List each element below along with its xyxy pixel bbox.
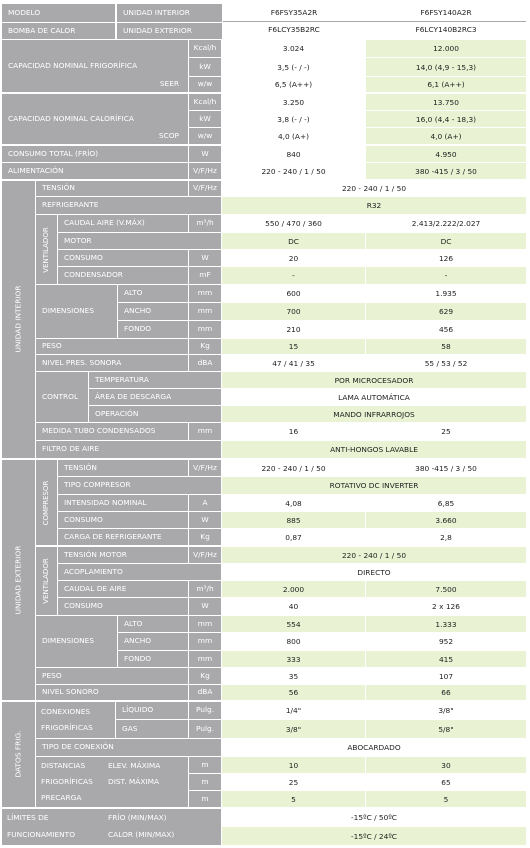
int-fondo-b: 456 [366,321,526,338]
ext-tension-a: 220 - 240 / 1 / 50 [222,460,365,476]
calor-value: -15ºC / 24ºC [222,827,526,845]
int-nivel-unit: dBA [189,355,221,371]
header-bomba: BOMBA DE CALOR [2,23,115,39]
ext-intensidad-a: 4,08 [222,495,365,511]
ext-alto-label: ALTO [118,616,188,632]
cap-frig-kw-a: 3,5 (- / -) [222,58,365,76]
int-peso-a: 15 [222,339,365,354]
int-condensador-label: CONDENSADOR [58,267,188,284]
int-refrigerante-label: REFRIGERANTE [36,197,221,214]
int-tubo-a: 16 [222,423,365,440]
cap-frig-kcal-a: 3.024 [222,40,365,57]
precarga-b: 5 [366,791,526,807]
ext-ancho-b: 952 [366,633,526,650]
alimentacion-b: 380 -415 / 3 / 50 [366,163,526,179]
int-peso-unit: Kg [189,339,221,354]
ext-caudal-unit: m³/h [189,581,221,597]
ext-fondo-unit: mm [189,651,221,667]
ext-consumo-unit: W [189,512,221,528]
int-refrigerante-value: R32 [222,197,526,214]
int-consumo-a: 20 [222,250,365,266]
cap-cal-kcal-a: 3.250 [222,94,365,110]
int-temperatura-label: TEMPERATURA [89,372,221,388]
int-tubo-unit: mm [189,423,221,440]
seer-a: 6,5 (A++) [222,77,365,92]
int-nivel-b: 55 / 53 / 52 [366,355,526,371]
consumo-total-b: 4.950 [366,146,526,162]
int-condensador-b: - [366,267,526,284]
int-ancho-b: 629 [366,303,526,320]
ext-tension-b: 380 -415 / 3 / 50 [366,460,526,476]
int-nivel-a: 47 / 41 / 35 [222,355,365,371]
model-interior-a: F6FSY35A2R [223,4,365,22]
ext-consumo-b: 3.660 [366,512,526,528]
cap-cal-kcal-b: 13.750 [366,94,526,110]
int-dimensiones-label: DIMENSIONES [36,285,117,338]
ext-acoplamiento-value: DIRECTO [222,564,526,580]
int-motor-label: MOTOR [58,233,221,249]
distancias-label: DISTANCIAS [41,760,86,770]
cap-cal-kw-unit: kW [189,111,221,127]
int-tension-value: 220 - 240 / 1 / 50 [222,181,526,196]
tipo-conexion-value: ABOCARDADO [222,739,526,756]
cap-cal-label: CAPACIDAD NOMINAL CALORÍFICA [2,94,188,144]
ext-tipo-compresor-value: ROTATIVO DC INVERTER [222,477,526,494]
ext-vent-consumo-unit: W [189,598,221,615]
ext-intensidad-label: INTENSIDAD NOMINAL [58,495,188,511]
int-caudal-label: CAUDAL AIRE (V.MÁX) [58,215,188,232]
dist-unit: m [189,774,221,790]
header-unidad-interior: UNIDAD INTERIOR [117,4,222,22]
precarga-label: PRECARGA [41,792,82,802]
frio-value: -15ºC / 50ºC [222,809,526,826]
limites-label-1: LÍMITES DE [7,812,49,822]
ext-caudal-a: 2.000 [222,581,365,597]
int-control-label: CONTROL [36,372,88,422]
ext-dimensiones-label: DIMENSIONES [36,616,117,667]
int-condensador-a: - [222,267,365,284]
int-consumo-label: CONSUMO [58,250,188,266]
ext-nivel-unit: dBA [189,685,221,700]
ext-caudal-b: 7.500 [366,581,526,597]
ext-tension-unit: V/F/Hz [189,460,221,476]
ext-tension-label: TENSIÓN [58,460,188,476]
int-alto-unit: mm [189,285,221,302]
int-peso-b: 58 [366,339,526,354]
int-condensador-unit: mF [189,267,221,284]
int-caudal-a: 550 / 470 / 360 [222,215,365,232]
int-consumo-b: 126 [366,250,526,266]
precarga-a: 5 [222,791,365,807]
limites-label-2: FUNCIONAMIENTO [7,829,76,839]
dist-b: 65 [366,774,526,790]
cap-frig-kw-unit: kW [189,58,221,76]
ext-nivel-b: 66 [366,685,526,700]
scop-b: 4,0 (A+) [366,128,526,144]
ext-alto-b: 1.333 [366,616,526,632]
int-ancho-unit: mm [189,303,221,320]
elev-unit: m [189,757,221,773]
cap-frig-label: CAPACIDAD NOMINAL FRIGORÍFICA [2,40,188,92]
interior-group-label: UNIDAD INTERIOR [13,285,23,353]
int-alto-a: 600 [222,285,365,302]
cap-cal-kcal-unit: Kcal/h [189,94,221,110]
int-ancho-label: ANCHO [118,303,188,320]
precarga-unit: m [189,791,221,807]
ext-fondo-a: 333 [222,651,365,667]
ext-peso-b: 107 [366,668,526,684]
int-operacion-label: OPERACIÓN [89,406,221,422]
scop-unit: w/w [189,128,221,144]
alimentacion-label: ALIMENTACIÓN [2,163,188,179]
int-temperatura-value: POR MICROCESADOR [222,372,526,388]
alimentacion-a: 220 - 240 / 1 / 50 [222,163,365,179]
compresor-label: COMPRESOR [42,480,50,526]
ext-alto-unit: mm [189,616,221,632]
ext-tension-motor-unit: V/F/Hz [189,547,221,563]
ext-fondo-label: FONDO [118,651,188,667]
cap-frig-kcal-b: 12.000 [366,40,526,57]
frio-label: FRÍO (MIN/MAX) [108,812,167,822]
ext-peso-a: 35 [222,668,365,684]
frig-group-label: DATOS FRIG. [13,730,23,778]
frigorificas-label: FRIGORÍFICAS [41,776,93,786]
conexiones-label-2: FRIGORÍFICAS [41,722,93,732]
int-alto-label: ALTO [118,285,188,302]
int-motor-b: DC [366,233,526,249]
elev-b: 30 [366,757,526,773]
cap-frig-kcal-unit: Kcal/h [189,40,221,57]
liquido-unit: Pulg. [189,702,221,719]
gas-label: GAS [116,720,188,738]
int-caudal-unit: m³/h [189,215,221,232]
int-nivel-label: NIVEL PRES. SONORA [36,355,188,371]
dist-label: DIST. MÁXIMA [108,776,160,786]
consumo-total-unit: W [189,146,221,162]
cap-frig-kw-b: 14,0 (4,9 - 15,3) [366,58,526,76]
header-unidad-exterior: UNIDAD EXTERIOR [117,23,222,39]
int-area-label: ÁREA DE DESCARGA [89,389,221,405]
alimentacion-unit: V/F/Hz [189,163,221,179]
gas-b: 5/8" [366,720,526,738]
ext-intensidad-b: 6,85 [366,495,526,511]
ext-vent-consumo-label: CONSUMO [58,598,188,615]
seer-label: SEER [117,77,188,92]
calor-label: CALOR (MIN/MAX) [108,829,175,839]
int-fondo-unit: mm [189,321,221,338]
int-filtro-value: ANTI-HONGOS LAVABLE [222,441,526,458]
int-tubo-b: 25 [366,423,526,440]
ext-ancho-unit: mm [189,633,221,650]
int-ancho-a: 700 [222,303,365,320]
ext-acoplamiento-label: ACOPLAMIENTO [58,564,221,580]
cap-cal-kw-a: 3,8 (- / -) [222,111,365,127]
scop-label: SCOP [117,128,188,144]
liquido-a: 1/4" [222,702,365,719]
ext-alto-a: 554 [222,616,365,632]
int-tension-unit: V/F/Hz [189,181,221,196]
int-area-value: LAMA AUTOMÁTICA [222,389,526,405]
gas-a: 3/8" [222,720,365,738]
int-filtro-label: FILTRO DE AIRE [36,441,221,458]
elev-label: ELEV. MÁXIMA [108,760,161,770]
ext-peso-label: PESO [36,668,188,684]
elev-a: 10 [222,757,365,773]
ext-tension-motor-label: TENSIÓN MOTOR [58,547,188,563]
int-alto-b: 1.935 [366,285,526,302]
ext-ancho-label: ANCHO [118,633,188,650]
scop-a: 4,0 (A+) [222,128,365,144]
ext-vent-consumo-b: 2 x 126 [366,598,526,615]
model-exterior-a: F6LCY35B2RC [223,22,365,39]
int-caudal-b: 2.413/2.222/2.027 [366,215,526,232]
ext-carga-label: CARGA DE REFRIGERANTE [58,529,188,545]
int-consumo-unit: W [189,250,221,266]
exterior-group-label: UNIDAD EXTERIOR [13,545,23,615]
ext-fondo-b: 415 [366,651,526,667]
ext-caudal-label: CAUDAL DE AIRE [58,581,188,597]
ext-intensidad-unit: A [189,495,221,511]
ext-carga-unit: Kg [189,529,221,545]
int-tubo-label: MEDIDA TUBO CONDENSADOS [36,423,188,440]
ext-carga-b: 2,8 [366,529,526,545]
ext-vent-consumo-a: 40 [222,598,365,615]
model-interior-b: F6FSY140A2R [366,4,526,22]
seer-b: 6,1 (A++) [366,77,526,92]
consumo-total-a: 840 [222,146,365,162]
ext-nivel-label: NIVEL SONORO [36,685,188,700]
ext-tension-motor-value: 220 - 240 / 1 / 50 [222,547,526,563]
ext-nivel-a: 56 [222,685,365,700]
int-fondo-label: FONDO [118,321,188,338]
consumo-total-label: CONSUMO TOTAL (FRÍO) [2,146,188,162]
liquido-label: LÍQUIDO [116,702,188,719]
int-fondo-a: 210 [222,321,365,338]
model-exterior-b: F6LCY140B2RC3 [366,22,526,39]
int-operacion-value: MANDO INFRARROJOS [222,406,526,422]
tipo-conexion-label: TIPO DE CONEXIÓN [36,739,221,756]
seer-unit: w/w [189,77,221,92]
ext-ventilador-label: VENTILADOR [42,558,50,604]
gas-unit: Pulg. [189,720,221,738]
int-peso-label: PESO [36,339,188,354]
ext-carga-a: 0,87 [222,529,365,545]
ext-consumo-label: CONSUMO [58,512,188,528]
header-modelo: MODELO [2,4,115,22]
ext-peso-unit: Kg [189,668,221,684]
ext-consumo-a: 885 [222,512,365,528]
ext-tipo-compresor-label: TIPO COMPRESOR [58,477,221,494]
ext-ancho-a: 800 [222,633,365,650]
cap-cal-kw-b: 16,0 (4,4 - 18,3) [366,111,526,127]
int-tension-label: TENSIÓN [36,181,188,196]
int-motor-a: DC [222,233,365,249]
dist-a: 25 [222,774,365,790]
liquido-b: 3/8" [366,702,526,719]
int-ventilador-label: VENTILADOR [42,227,50,273]
conexiones-label-1: CONEXIONES [41,706,91,716]
